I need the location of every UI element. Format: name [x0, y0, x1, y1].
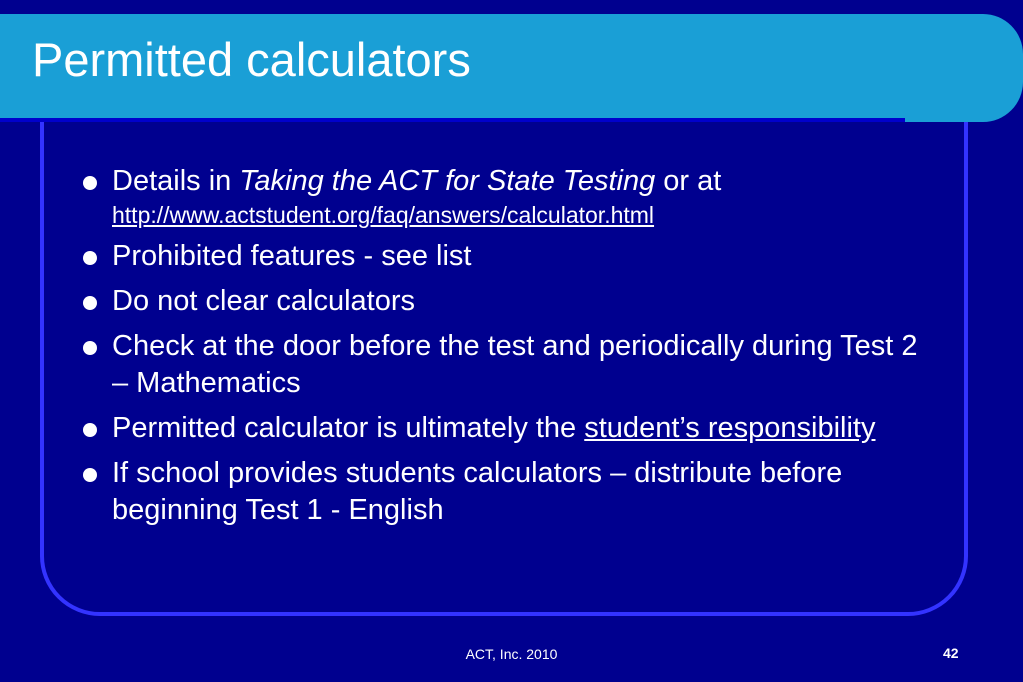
bullet-text: If school provides students calculators – distribute before beginning Test 1 - English	[112, 457, 843, 526]
bullet-dot-icon	[83, 176, 97, 190]
link-line	[112, 200, 938, 230]
page-number: 42	[943, 645, 959, 661]
underlined-text: student’s responsibility	[584, 412, 876, 444]
bullet-item-responsibility	[78, 410, 938, 447]
bullet-item-details	[78, 163, 938, 230]
bullet-dot-icon	[83, 251, 97, 265]
bullet-item-check-door	[78, 328, 938, 402]
bullet-text: Check at the door before the test and periodically during Test 2 – Mathematics	[112, 330, 918, 399]
bullet-list	[78, 163, 938, 537]
bullet-item-prohibited	[78, 238, 938, 275]
slide-title: Permitted calculators	[32, 33, 471, 86]
bullet-text: Prohibited features - see list	[112, 240, 472, 272]
bullet-dot-icon	[83, 423, 97, 437]
bullet-text: Do not clear calculators	[112, 285, 416, 317]
bullet-dot-icon	[83, 468, 97, 482]
bullet-text: or at	[655, 165, 722, 197]
bullet-item-do-not-clear	[78, 283, 938, 320]
bullet-item-school-provides	[78, 455, 938, 529]
bullet-text: Details in	[112, 165, 240, 197]
calculator-policy-link[interactable]: http://www.actstudent.org/faq/answers/calculator.html	[112, 202, 655, 228]
footer-copyright: ACT, Inc. 2010	[465, 646, 558, 662]
bullet-dot-icon	[83, 296, 97, 310]
publication-title: Taking the ACT for State Testing	[239, 165, 656, 197]
title-underline	[0, 118, 905, 122]
bullet-text: Permitted calculator is ultimately the	[112, 412, 585, 444]
bullet-dot-icon	[83, 341, 97, 355]
